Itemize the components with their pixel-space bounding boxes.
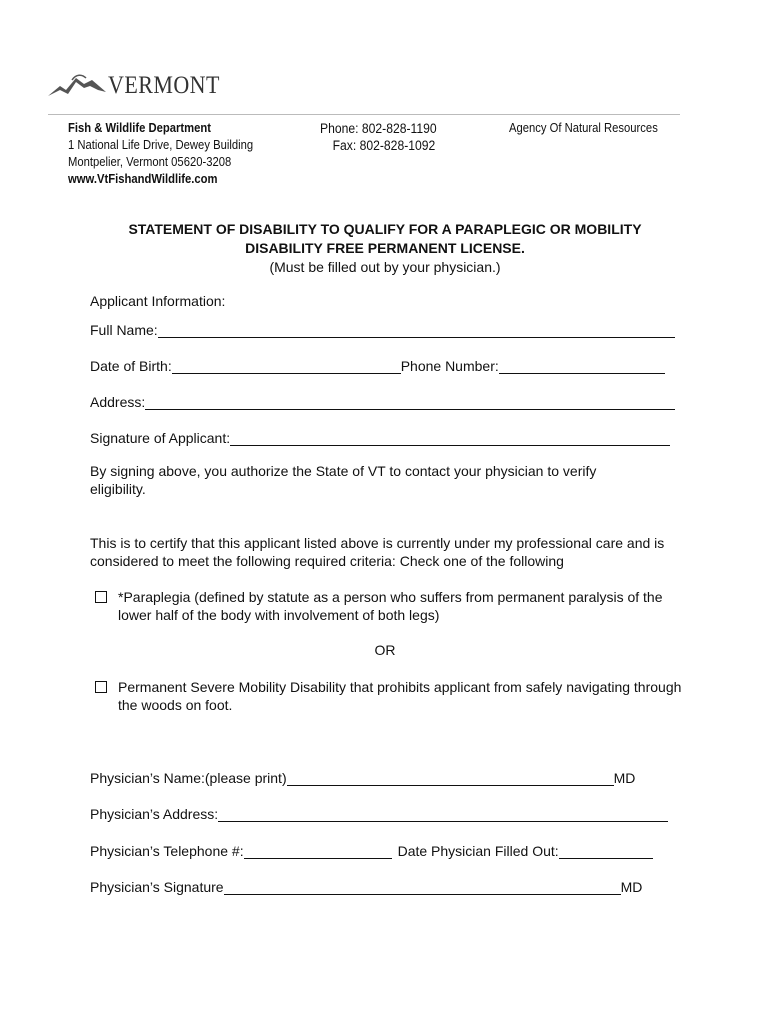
certify-text: This is to certify that this applicant listed above is currently under my professional care and is considered to meet the following required criteria: Check one of the following: [90, 535, 665, 569]
date-filled-label: Date Physician Filled Out:: [397, 843, 559, 859]
physician-signature-line[interactable]: [224, 878, 621, 895]
department-name: Fish & Wildlife Department: [68, 121, 212, 135]
md-suffix-2: MD: [620, 879, 643, 895]
address-field[interactable]: [90, 390, 675, 410]
physician-address-label: Physician’s Address:: [90, 806, 219, 822]
authorization-text: By signing above, you authorize the State of VT to contact your physician to verify eligibility.: [90, 463, 597, 497]
website-link[interactable]: www.VtFishandWildlife.com: [68, 172, 218, 186]
phone-label: Phone Number:: [400, 358, 499, 374]
physician-phone-date-row: [90, 839, 653, 859]
form-title: [60, 220, 710, 277]
title-line-2: DISABILITY FREE PERMANENT LICENSE.: [245, 240, 525, 256]
md-suffix-1: MD: [613, 770, 636, 786]
full-name-label: Full Name:: [90, 322, 158, 338]
date-filled-line[interactable]: [559, 842, 653, 859]
physician-signature-label: Physician’s Signature: [90, 879, 224, 895]
applicant-signature-label: Signature of Applicant:: [90, 430, 231, 446]
agency-name: Agency Of Natural Resources: [509, 121, 658, 135]
physician-name-field[interactable]: [90, 766, 635, 786]
physician-address-line[interactable]: [218, 805, 668, 822]
physician-address-field[interactable]: [90, 802, 668, 822]
physician-name-label: Physician’s Name:(please print): [90, 770, 287, 786]
paraplegia-option[interactable]: [95, 588, 685, 624]
applicant-heading: Applicant Information:: [90, 293, 226, 309]
mobility-label: Permanent Severe Mobility Disability that prohibits applicant from safely navigating through the woods on foot.: [118, 679, 682, 713]
physician-phone-label: Physician’s Telephone #:: [90, 843, 244, 859]
dob-line[interactable]: [172, 357, 401, 374]
full-name-line[interactable]: [158, 321, 675, 338]
vermont-logo: [46, 66, 226, 100]
fax-text: Fax: 802-828-1092: [332, 138, 436, 153]
logo-text: VERMONT: [108, 72, 220, 99]
paraplegia-label: *Paraplegia (defined by statute as a person who suffers from permanent paralysis of the lower half of the body with involvement of both legs): [118, 589, 663, 623]
mountain-logo-icon: [46, 70, 108, 100]
department-block: [68, 120, 253, 188]
physician-name-line[interactable]: [287, 769, 614, 786]
address-line-2: Montpelier, Vermont 05620-3208: [68, 155, 232, 169]
title-line-1: STATEMENT OF DISABILITY TO QUALIFY FOR A PARAPLEGIC OR MOBILITY: [128, 221, 642, 237]
physician-signature-field[interactable]: [90, 875, 642, 895]
physician-phone-line[interactable]: [244, 842, 392, 859]
dob-label: Date of Birth:: [90, 358, 172, 374]
or-separator: OR: [374, 642, 396, 658]
header-divider: [48, 114, 680, 115]
address-line-1: 1 National Life Drive, Dewey Building: [68, 138, 254, 152]
dob-phone-row: [90, 354, 665, 374]
applicant-signature-line[interactable]: [230, 429, 670, 446]
phone-text: Phone: 802-828-1190: [320, 121, 437, 136]
contact-block: [320, 120, 437, 154]
paraplegia-checkbox[interactable]: [95, 591, 107, 603]
applicant-signature-field[interactable]: [90, 426, 670, 446]
mobility-option[interactable]: [95, 678, 685, 714]
address-label: Address:: [90, 394, 146, 410]
phone-line[interactable]: [499, 357, 665, 374]
mobility-checkbox[interactable]: [95, 681, 107, 693]
full-name-field[interactable]: [90, 318, 675, 338]
address-line[interactable]: [145, 393, 675, 410]
title-note: (Must be filled out by your physician.): [269, 259, 501, 275]
